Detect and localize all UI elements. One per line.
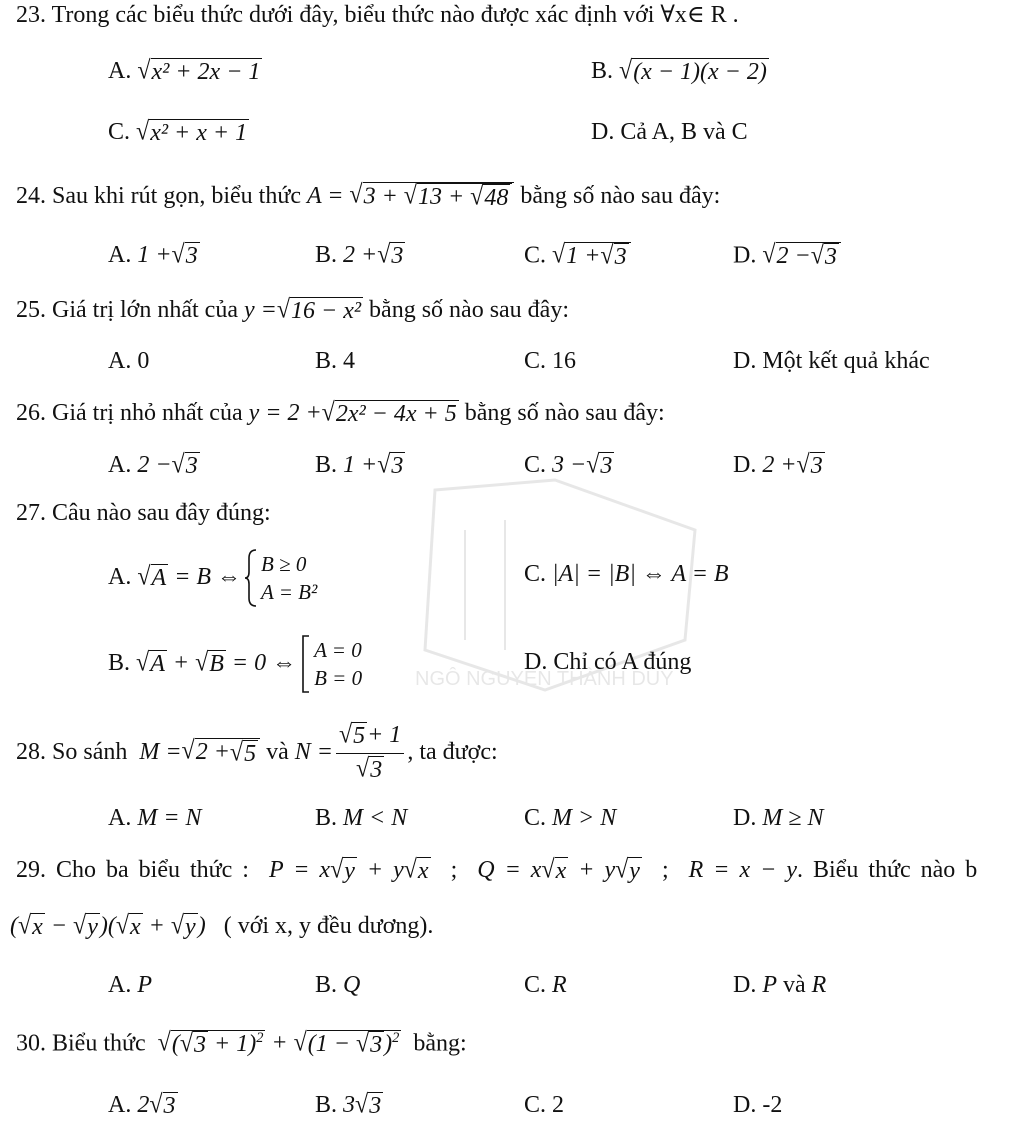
q23-option-a: A. √ x² + 2x − 1: [108, 57, 261, 86]
q28-option-d: D. M ≥ N: [733, 805, 824, 831]
q23-c-expression: x² + x + 1: [150, 120, 248, 147]
q30-option-a: A. 2 √ 3: [108, 1091, 176, 1120]
q23-option-b: B. √ (x − 1)(x − 2): [591, 57, 767, 86]
q23-stem: 23. Trong các biểu thức dưới đây, biểu thức nào được xác định với ∀x∈ R .: [16, 2, 739, 28]
q23-b-expression: (x − 1)(x − 2): [633, 59, 767, 86]
q29-option-b: B. Q: [315, 972, 361, 998]
q24-option-b: B. 2 + √ 3: [315, 241, 404, 270]
q29-option-a: A. P: [108, 972, 153, 998]
q27-option-a: A. √ A = B ⇔ B ≥ 0 A = B²: [108, 551, 318, 604]
watermark-text: NGÔ NGUYÊN THÀNH DUY: [415, 668, 674, 690]
q23-a-expression: x² + 2x − 1: [151, 59, 261, 86]
q24-stem: 24. Sau khi rút gọn, biểu thức A = √ 3 + √ 13 + √ 48 bằng số nào sau đây:: [16, 180, 721, 212]
q27-option-d: D. Chỉ có A đúng: [524, 649, 692, 675]
q28-option-a: A. M = N: [108, 805, 202, 831]
q25-stem: 25. Giá trị lớn nhất của y = √ 16 − x² bằng số nào sau đây:: [16, 296, 570, 325]
q25-option-d: D. Một kết quả khác: [733, 348, 930, 374]
q26-option-b: B. 1 + √ 3: [315, 451, 404, 480]
q27-option-b: B. √ A + √ B = 0 ⇔ A = 0 B = 0: [108, 637, 363, 690]
q25-option-b: B. 4: [315, 348, 356, 374]
q26-option-a: A. 2 − √ 3: [108, 451, 198, 480]
q30-option-b: B. 3 √ 3: [315, 1091, 382, 1120]
q29-line2: ( √ x − √ y )( √ x + √ y ) ( với x, y đều dương).: [10, 912, 434, 941]
q29-option-c: C. R: [524, 972, 567, 998]
q26-option-c: C. 3 − √ 3: [524, 451, 613, 480]
q24-option-d: D. √ 2 − √ 3: [733, 242, 841, 272]
q23-option-c: C. √ x² + x + 1: [108, 118, 248, 147]
q29-option-d: D. P và R: [733, 972, 827, 998]
q29-stem: 29. Cho ba biểu thức : P = x √ y + y √ x ; Q = x √ x + y √ y ; R = x − y. Biểu thức nào b: [16, 856, 978, 885]
q26-stem: 26. Giá trị nhỏ nhất của y = 2 + √ 2x² − 4x + 5 bằng số nào sau đây:: [16, 399, 665, 428]
q25-option-c: C. 16: [524, 348, 577, 374]
q26-option-d: D. 2 + √ 3: [733, 451, 823, 480]
q30-option-c: C. 2: [524, 1092, 565, 1118]
q28-stem: 28. So sánh M = √ 2 + √ 5 và N = √ 5 + 1 √ 3 , ta được:: [16, 721, 498, 783]
q28-option-b: B. M < N: [315, 805, 408, 831]
q28-option-c: C. M > N: [524, 805, 617, 831]
q23-option-d: D. Cả A, B và C: [591, 119, 748, 145]
q27-option-c: C. |A| = |B| ⇔ A = B: [524, 561, 729, 587]
q30-option-d: D. -2: [733, 1092, 783, 1118]
q25-option-a: A. 0: [108, 348, 150, 374]
q30-stem: 30. Biểu thức √ ( √ 3 + 1)$^2$ + √ (1 − √ 3 )$^2$ bằng:: [16, 1028, 467, 1059]
q24-option-c: C. √ 1 + √ 3: [524, 242, 631, 272]
q27-stem: 27. Câu nào sau đây đúng:: [16, 500, 271, 526]
q24-option-a: A. 1 + √ 3: [108, 241, 198, 270]
